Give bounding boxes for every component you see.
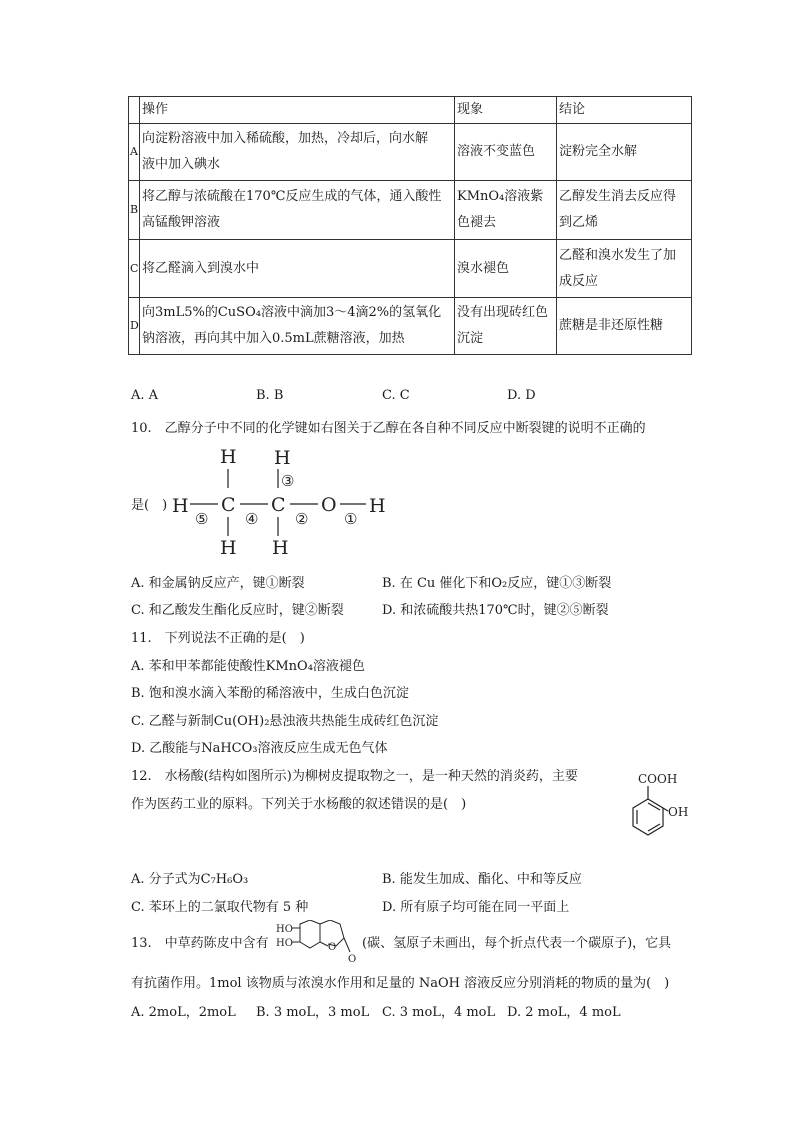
row-label: A [129,124,140,181]
row-conclusion: 乙醛和溴水发生了加 成反应 [557,240,692,298]
atom-h-top-right: H [274,447,291,469]
row-operation: 向3mL5%的CuSO₄溶液中滴加3～4滴2%的氢氧化 钠溶液，再向其中加入0.5mL蔗糖溶液，加热 [140,298,455,355]
q10-stem-tail: 是( ) [131,498,168,513]
bond-label-1: ① [344,510,358,528]
bond-line [320,942,328,946]
q12-stem-line2: 作为医药工业的原料。下列关于水杨酸的叙述错误的是( ) [131,797,467,812]
row-phenomenon: 溴水褪色 [455,240,557,298]
oh-label: OH [668,805,689,819]
ethanol-structure-diagram [168,440,398,565]
ho-label-1: HO [276,924,293,935]
bond-label-3: ③ [281,472,295,490]
bond-label-5: ⑤ [195,510,209,528]
experiment-table [128,96,692,355]
row-conclusion: 蔗糖是非还原性糖 [557,298,692,355]
q12-option-d: D. 所有原子均可能在同一平面上 [382,900,570,915]
atom-h-bottom-right: H [272,537,289,559]
table-row [129,124,692,181]
q10-option-d: D. 和浓硫酸共热170℃时，键②⑤断裂 [382,603,609,618]
q11-option-b: B. 饱和溴水滴入苯酚的稀溶液中，生成白色沉淀 [131,686,409,701]
cooh-label: COOH [638,772,678,786]
row-phenomenon: KMnO₄溶液紫 色褪去 [455,181,557,240]
table-header-label [129,97,140,124]
atom-h-left: H [172,495,189,517]
row-label: C [129,240,140,298]
table-header-phenomenon: 现象 [455,97,557,124]
q10-option-b: B. 在 Cu 催化下和O₂反应，键①③断裂 [382,576,612,591]
table-header-conclusion: 结论 [557,97,692,124]
salicylic-acid-structure [618,770,698,862]
q13-option-a: A. 2moL，2moL [131,1005,236,1020]
row-phenomenon: 没有出现砖红色 沉淀 [455,298,557,355]
q13-stem-suffix: (碳、氢原子未画出，每个折点代表一个碳原子)，它具 [362,936,672,951]
keto-o-label: O [348,954,357,964]
q13-option-c: C. 3 moL，4 moL [382,1005,496,1020]
table-header-row [129,97,692,124]
table-header-operation: 操作 [140,97,455,124]
q9-option-d: D. D [507,388,536,403]
atom-h-top-left: H [220,446,237,468]
row-label: D [129,298,140,355]
q10-option-c: C. 和乙酸发生酯化反应时，键②断裂 [131,603,344,618]
atom-c1: C [221,494,236,516]
bond-label-2: ② [295,510,309,528]
q10-stem: 10. 乙醇分子中不同的化学键如右图关于乙醇在各自种不同反应中断裂键的说明不正确的 [131,421,646,436]
q12-stem-line1: 12. 水杨酸(结构如图所示)为柳树皮提取物之一，是一种天然的消炎药，主要 [131,769,578,784]
row-phenomenon: 溶液不变蓝色 [455,124,557,181]
q11-option-c: C. 乙醛与新制Cu(OH)₂悬浊液共热能生成砖红色沉淀 [131,714,439,729]
q9-option-c: C. C [382,388,410,403]
row-operation: 向淀粉溶液中加入稀硫酸，加热，冷却后，向水解 液中加入碘水 [140,124,455,181]
q11-option-a: A. 苯和甲苯都能使酸性KMnO₄溶液褪色 [131,659,365,674]
q13-option-b: B. 3 moL，3 moL [256,1005,370,1020]
ho-label-2: HO [276,938,293,949]
q12-option-a: A. 分子式为C₇H₆O₃ [131,872,249,887]
bond-line [344,938,350,952]
q12-option-c: C. 苯环上的二氯取代物有 5 种 [131,900,309,915]
row-conclusion: 淀粉完全水解 [557,124,692,181]
q9-option-b: B. B [256,388,284,403]
q10-option-a: A. 和金属钠反应产，键①断裂 [131,576,305,591]
atom-c2: C [271,494,286,516]
row-conclusion: 乙醇发生消去反应得 到乙烯 [557,181,692,240]
q11-stem: 11. 下列说法不正确的是( ) [131,631,305,646]
q13-stem-prefix: 13. 中草药陈皮中含有 [131,936,269,951]
atom-o: O [321,494,337,516]
table-row [129,240,692,298]
q9-option-a: A. A [131,388,159,403]
coumarin-structure [276,920,362,964]
q13-option-d: D. 2 moL，4 moL [507,1005,621,1020]
table-row [129,181,692,240]
row-operation: 将乙醛滴入到溴水中 [140,240,455,298]
bond-line [648,824,660,831]
atom-h-right: H [369,495,386,517]
row-label: B [129,181,140,240]
ring-o-label: O [328,942,337,953]
table-row [129,298,692,355]
q11-option-d: D. 乙酸能与NaHCO₃溶液反应生成无色气体 [131,741,388,756]
bond-line [648,803,660,810]
q13-stem-line2: 有抗菌作用。1mol 该物质与浓溴水作用和足量的 NaOH 溶液反应分别消耗的物质的量为( ) [131,976,670,991]
row-operation: 将乙醇与浓硫酸在170℃反应生成的气体，通入酸性 高锰酸钾溶液 [140,181,455,240]
benzene-ring [300,920,320,948]
q12-option-b: B. 能发生加成、酯化、中和等反应 [382,872,582,887]
atom-h-bottom-left: H [220,537,237,559]
bond-label-4: ④ [245,510,259,528]
